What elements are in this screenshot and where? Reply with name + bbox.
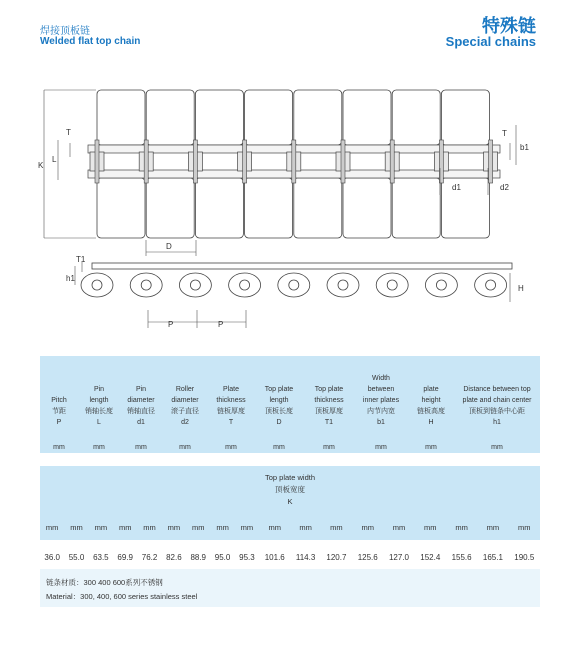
table2-unit-cell: mm [321,514,352,540]
table1-header-cell [408,356,454,431]
top-plate-upper [294,90,342,145]
top-plate-upper [245,90,293,145]
table2-unit-cell: mm [235,514,259,540]
table1-header-line: 顶板长度 [265,408,293,415]
top-plate-lower [245,178,293,238]
dim-L: L [52,155,57,164]
table1-header-line: Distance between top [463,386,531,393]
pin [95,140,99,183]
table1-header-line: diameter [127,397,155,404]
table1-header-line: 顶板到链条中心距 [469,408,525,415]
pin [144,140,148,183]
side-pin-hole [436,280,446,290]
side-top-plate [92,263,512,269]
table1-header-cell [162,356,208,431]
table1-header-line: length [269,397,289,404]
side-pin-hole [92,280,102,290]
table2-unit-cell: mm [89,514,113,540]
pin [489,140,493,183]
table1-header-line: Pin [135,386,147,393]
dim-T-left: T [66,128,71,137]
table2-unit-cell: mm [113,514,137,540]
dim-P1: P [168,320,174,329]
table1-header-line: diameter [171,397,199,404]
dim-T-right: T [502,129,507,138]
side-pin-hole [387,280,397,290]
table1-header-line: Roller [175,386,195,393]
table2-value-cell: 190.5 [509,540,540,574]
table2-unit-cell: mm [137,514,161,540]
table2-unit-cell: mm [477,514,508,540]
table1-unit-cell: mm [40,431,78,453]
top-plate-upper [392,90,440,145]
side-pin-hole [338,280,348,290]
table1-header-line: 滚子直径 [171,408,199,415]
top-plate-lower [441,178,489,238]
table2-value-cell: 95.0 [210,540,234,574]
table2-value-cell: 76.2 [137,540,161,574]
dim-K: K [38,161,44,170]
table1-header-line: 销轴直径 [127,408,155,415]
table2-value-cell: 101.6 [259,540,290,574]
table2-value-cell: 120.7 [321,540,352,574]
dim-h1: h1 [66,274,75,283]
top-plate-upper [441,90,489,145]
table2-unit-cell: mm [415,514,446,540]
top-plate-lower [146,178,194,238]
top-plate-upper [343,90,391,145]
table2-unit-cell: mm [290,514,320,540]
table2-value-cell: 63.5 [89,540,113,574]
table1-header-line: 顶板厚度 [315,408,343,415]
table1-header-line: 链板高度 [417,408,445,415]
side-pin-hole [190,280,200,290]
table2-value-cell: 155.6 [446,540,477,574]
table2-value-cell: 88.9 [186,540,210,574]
table1-header-line: 链板厚度 [217,408,245,415]
table1-unit-cell: mm [354,431,408,453]
table2-value-cell: 125.6 [352,540,383,574]
top-plate-width-header [40,466,540,514]
table1-header-line: T1 [324,419,334,426]
dim-T1: T1 [76,255,86,264]
table1-unit-cell: mm [78,431,120,453]
table1-header-line: between [367,386,395,393]
section-title-en: Welded flat top chain [40,36,141,47]
table1-header-line: thickness [216,397,246,404]
table2-unit-cell: mm [210,514,234,540]
table1-header-line: P [56,419,62,426]
table1-header-line: inner plates [362,397,400,404]
table1-header-cell [208,356,254,431]
table2-value-cell: 55.0 [64,540,88,574]
dim-P2: P [218,320,224,329]
table1-header-line: length [89,397,109,404]
table1-unit-cell: mm [408,431,454,453]
pin [193,140,197,183]
dim-D: D [166,242,172,251]
category-title-cn: 特殊链 [482,16,536,36]
top-plate-width-sym: K [287,497,293,506]
table1-unit-cell: mm [120,431,162,453]
table2-unit-cell: mm [352,514,383,540]
dim-d1: d1 [452,183,461,192]
table2-unit-cell: mm [383,514,414,540]
top-plate-lower [195,178,243,238]
dim-b1: b1 [520,143,529,152]
side-pin-hole [486,280,496,290]
top-plate-lower [343,178,391,238]
table1-header-line: 节距 [52,408,66,415]
table2-unit-cell: mm [162,514,186,540]
top-plate-lower [97,178,145,238]
spec-table-width [40,466,540,574]
table1-header-cell [354,356,408,431]
table2-value-cell: 165.1 [477,540,508,574]
table2-value-cell: 114.3 [290,540,320,574]
material-note-cn: 链条材质：300 400 600系列不锈钢 [46,578,163,587]
section-title-cn: 焊接顶板链 [40,26,90,37]
pin [390,140,394,183]
table1-header-cell [254,356,304,431]
table2-unit-cell: mm [40,514,64,540]
table1-header-line: d1 [137,419,145,426]
top-plate-lower [392,178,440,238]
table1-header-line: b1 [377,419,385,426]
side-pin-hole [141,280,151,290]
table1-unit-cell: mm [254,431,304,453]
table1-unit-cell: mm [304,431,354,453]
table1-header-line: Plate [223,386,239,393]
material-note-en: Material：300, 400, 600 series stainless steel [46,592,198,601]
table2-unit-cell: mm [446,514,477,540]
pin [243,140,247,183]
table1-header-line: plate and chain center [462,397,532,404]
table2-value-cell: 95.3 [235,540,259,574]
dim-d2: d2 [500,183,509,192]
table1-header-cell [78,356,120,431]
table1-header-line: T [228,419,234,426]
pin [341,140,345,183]
table2-unit-cell: mm [64,514,88,540]
table1-header-line: Width [372,375,390,382]
table1-unit-cell: mm [208,431,254,453]
table1-header-line: 内节内宽 [367,408,395,415]
table2-value-cell: 82.6 [162,540,186,574]
table2-value-cell: 69.9 [113,540,137,574]
table1-header-line: H [428,419,434,426]
top-plate-upper [195,90,243,145]
table2-unit-cell: mm [259,514,290,540]
category-title-en: Special chains [445,34,536,49]
top-plate-width-en: Top plate width [264,473,316,482]
top-plate-lower [294,178,342,238]
side-pin-hole [289,280,299,290]
table1-header-line: 销轴长度 [85,408,113,415]
table1-header-line: thickness [314,397,344,404]
table1-header-line: height [421,397,441,404]
top-plate-upper [146,90,194,145]
table2-value-cell: 127.0 [383,540,414,574]
side-pin-hole [240,280,250,290]
table1-header-cell [304,356,354,431]
chain-drawing [0,60,582,350]
table1-header-line: Pitch [51,397,67,404]
side-view-group [81,263,512,297]
table1-header-line: L [97,419,101,426]
top-plate-width-cn: 顶板宽度 [275,485,305,494]
top-plate-upper [97,90,145,145]
table2-value-cell: 36.0 [40,540,64,574]
table1-unit-cell: mm [162,431,208,453]
pin [292,140,296,183]
table1-header-line: Top plate [264,386,294,393]
table1-unit-cell: mm [454,431,540,453]
table1-header-line: d2 [181,419,189,426]
table1-header-line: Top plate [314,386,344,393]
table1-header-line: h1 [493,419,501,426]
table2-unit-cell: mm [509,514,540,540]
chain-links-group [88,140,500,183]
table1-header-line: Pin [93,386,105,393]
dim-H: H [518,284,524,293]
table1-header-cell [120,356,162,431]
table1-header-line: plate [423,386,439,393]
table2-unit-cell: mm [186,514,210,540]
table1-header-line: D [276,419,282,426]
table1-header-cell [40,356,78,431]
table2-value-cell: 152.4 [415,540,446,574]
table1-header-cell [454,356,540,431]
